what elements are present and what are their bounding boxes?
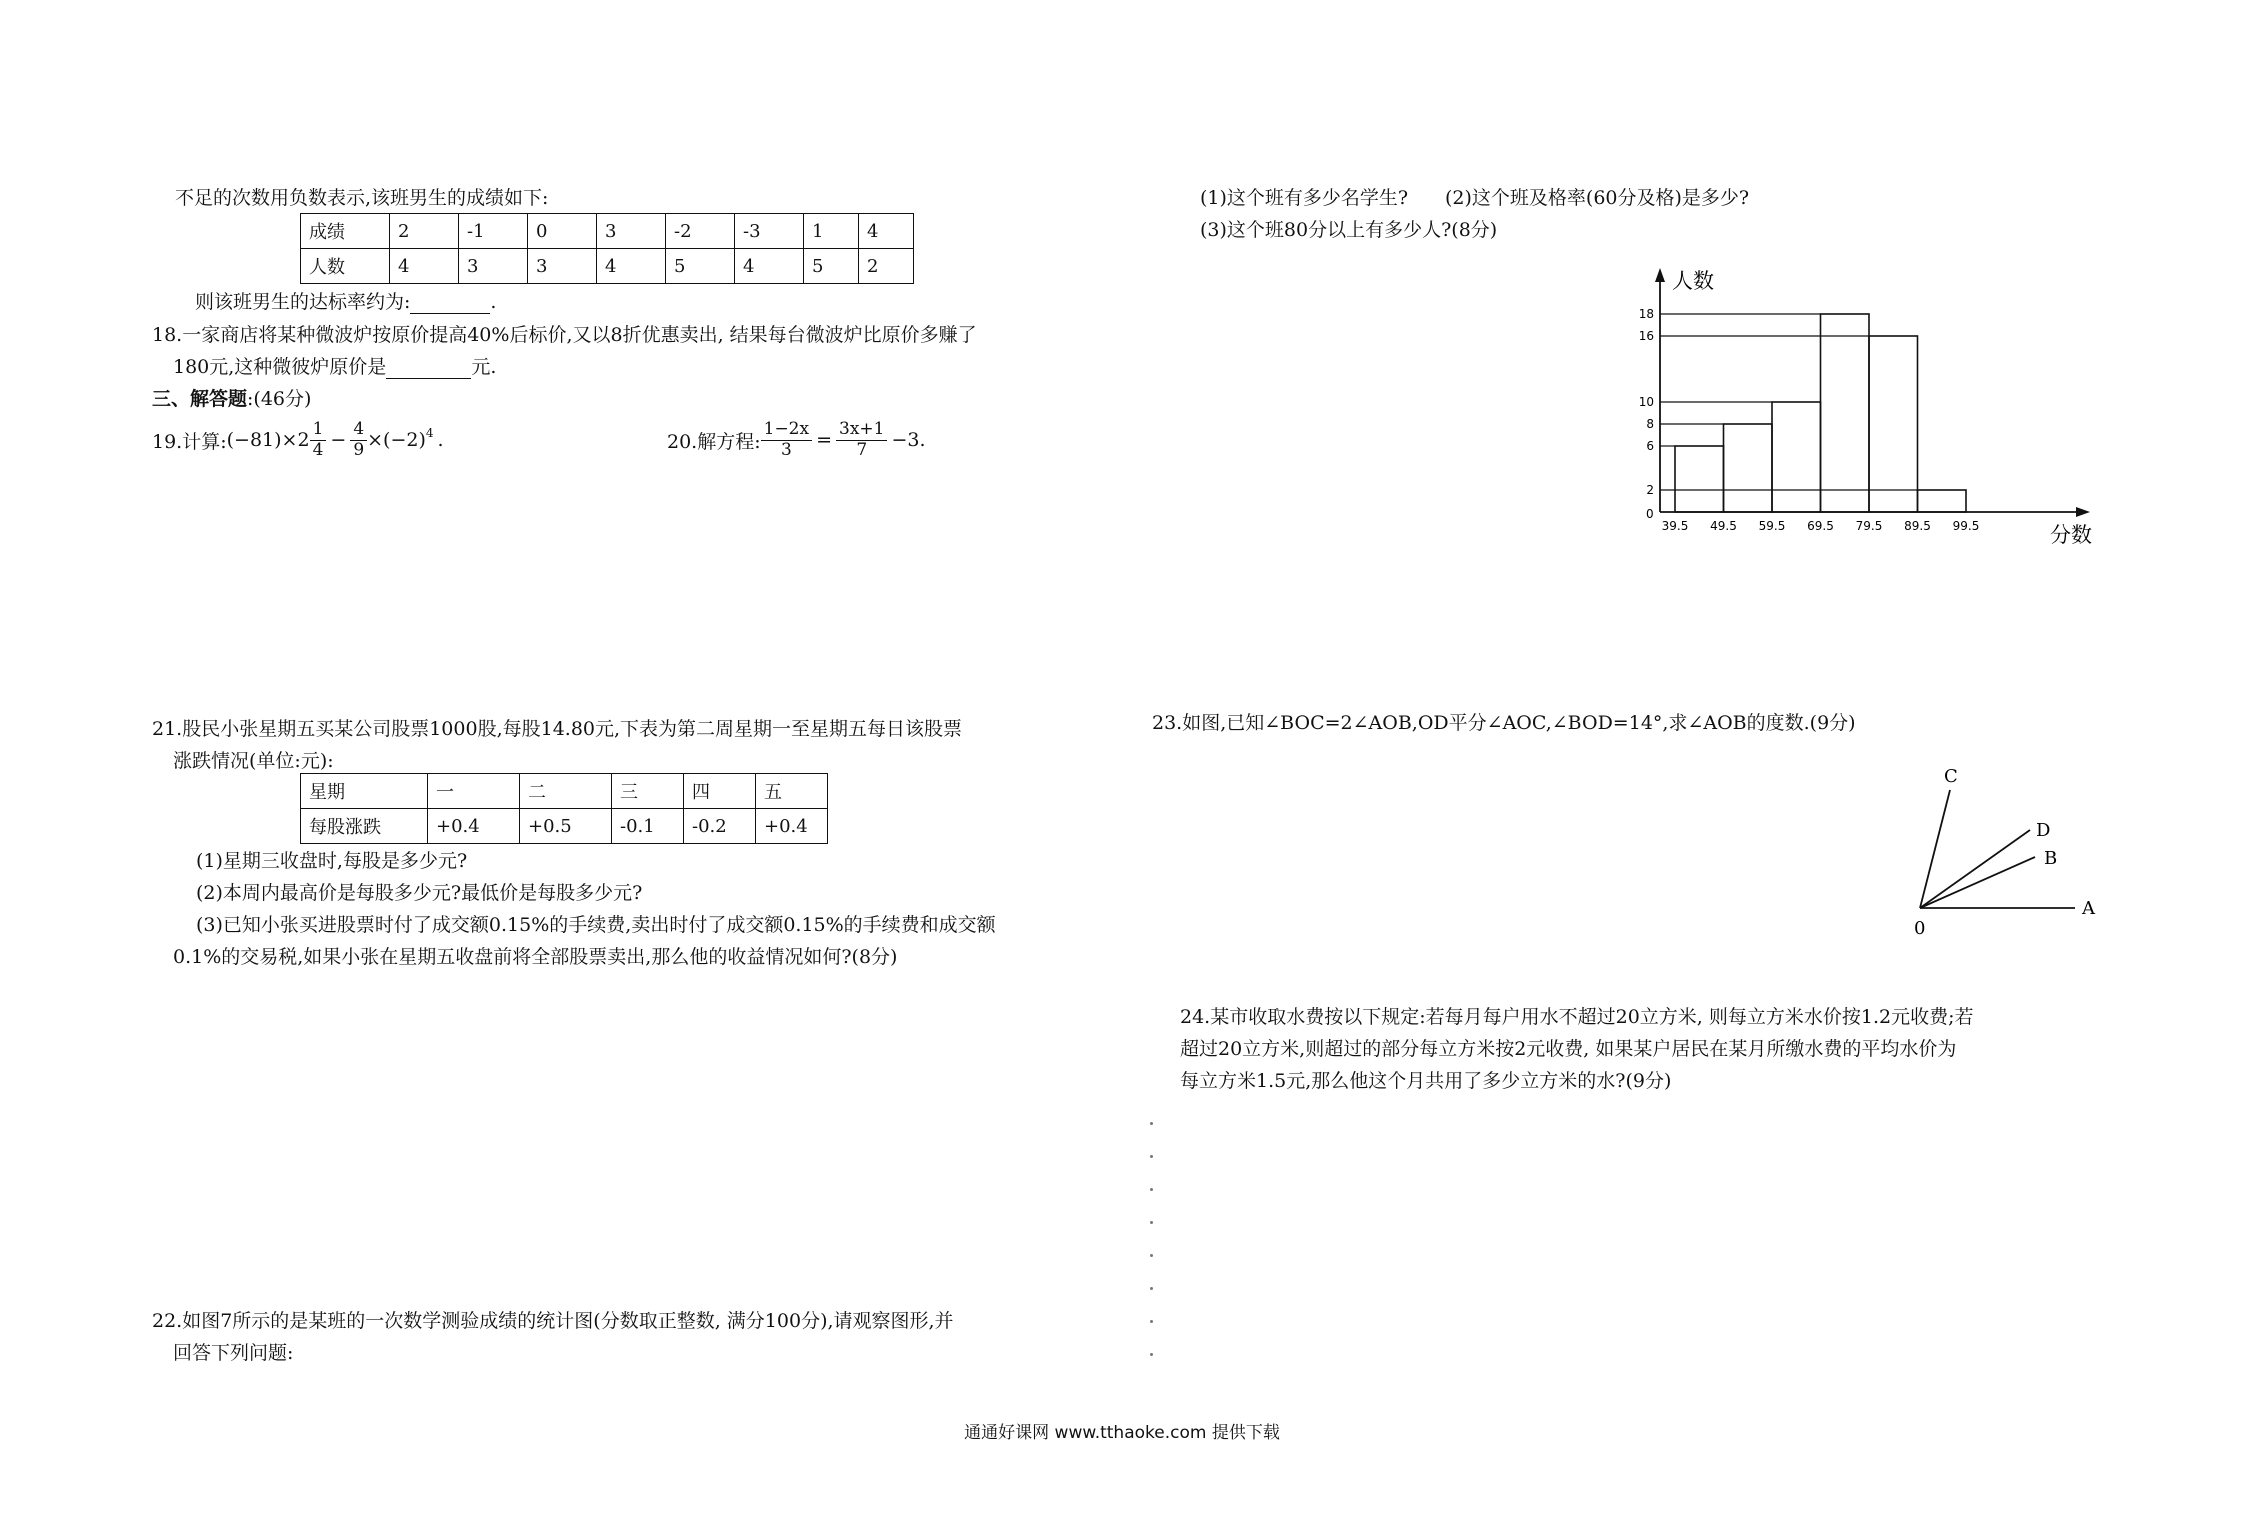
q19-expression	[152, 420, 444, 460]
q23-text: 23.如图,已知∠BOC=2∠AOB,OD平分∠AOC,∠BOD=14°,求∠AOB的度数.(9分)	[1152, 712, 1856, 734]
histogram-bar	[1724, 424, 1773, 512]
table-cell: 一	[428, 774, 520, 809]
denominator: 3	[780, 439, 792, 460]
margin-dot	[1150, 1254, 1153, 1257]
table-cell: 0	[528, 214, 597, 249]
q20-equation	[667, 420, 926, 460]
q21-sub3b: 0.1%的交易税,如果小张在星期五收盘前将全部股票卖出,那么他的收益情况如何?(8分)	[173, 946, 898, 968]
margin-dot	[1150, 1188, 1153, 1191]
y-tick-label: 16	[1638, 329, 1654, 343]
denominator: 7	[856, 439, 868, 460]
q19-term-b: ×(−2)	[367, 429, 426, 452]
minus-sign: −	[330, 429, 347, 452]
y-tick-label: 8	[1646, 417, 1654, 431]
q18-line2	[173, 352, 496, 379]
page-footer: 通通好课网 www.tthaoke.com 提供下载	[964, 1423, 1280, 1443]
q20-tail: −3.	[891, 429, 926, 452]
table-cell: 4	[390, 249, 459, 284]
x-tick-label: 49.5	[1710, 519, 1737, 533]
table-cell: 4	[735, 249, 804, 284]
answer-blank[interactable]	[386, 356, 471, 379]
table-cell: 5	[666, 249, 735, 284]
table-cell: +0.5	[520, 809, 612, 844]
point-label-b: B	[2044, 848, 2058, 869]
q24-line2: 超过20立方米,则超过的部分每立方米按2元收费, 如果某户居民在某月所缴水费的平均水价为	[1180, 1038, 1957, 1060]
margin-dot	[1150, 1155, 1153, 1158]
y-tick-label: 10	[1638, 395, 1654, 409]
point-label-o: 0	[1914, 918, 1926, 939]
table-cell: 4	[597, 249, 666, 284]
table-row	[301, 809, 828, 844]
x-tick-label: 39.5	[1661, 519, 1689, 533]
histogram-bar	[1918, 490, 1967, 512]
table-row	[301, 214, 914, 249]
table-cell: +0.4	[756, 809, 828, 844]
x-axis-arrow	[2076, 507, 2090, 517]
table-cell: 3	[597, 214, 666, 249]
q24-line3: 每立方米1.5元,那么他这个月共用了多少立方米的水?(9分)	[1180, 1070, 1672, 1092]
q24-line1: 24.某市收取水费按以下规定:若每月每户用水不超过20立方米, 则每立方米水价按1.2元收费;若	[1180, 1006, 1974, 1028]
table-cell: 成绩	[301, 214, 390, 249]
q19-prefix: 19.计算:	[152, 430, 227, 453]
x-tick-label: 99.5	[1952, 519, 1980, 533]
ray-ob	[1920, 857, 2035, 908]
histogram-bar	[1772, 402, 1821, 512]
table-cell: 星期	[301, 774, 428, 809]
table-row	[301, 774, 828, 809]
histogram-bar	[1869, 336, 1918, 512]
section-points: :(46分)	[247, 388, 312, 410]
fraction	[310, 420, 327, 460]
margin-dot	[1150, 1353, 1153, 1356]
histogram-bar	[1675, 446, 1724, 512]
fraction	[836, 420, 887, 460]
chart-bars	[1675, 314, 1966, 512]
table-cell: 四	[684, 774, 756, 809]
histogram-chart	[1620, 258, 2100, 548]
fraction	[350, 420, 367, 460]
point-label-a: A	[2082, 898, 2095, 919]
angle-diagram	[1900, 762, 2110, 942]
x-tick-label: 59.5	[1758, 519, 1786, 533]
equals-sign: =	[816, 429, 833, 452]
q21-sub1: (1)星期三收盘时,每股是多少元?	[196, 850, 468, 872]
x-tick-label: 69.5	[1807, 519, 1834, 533]
answer-blank[interactable]	[410, 291, 490, 314]
margin-dot	[1150, 1287, 1153, 1290]
y-tick-labels	[1639, 307, 1654, 497]
section-3-heading	[152, 384, 311, 411]
numerator: 4	[350, 420, 367, 441]
q21-line1: 21.股民小张星期五买某公司股票1000股,每股14.80元,下表为第二周星期一至星期五每日该股票	[152, 718, 963, 740]
q21-sub3a: (3)已知小张买进股票时付了成交额0.15%的手续费,卖出时付了成交额0.15%的手续费和成交额	[196, 914, 996, 936]
q21-line2: 涨跌情况(单位:元):	[173, 750, 334, 772]
table-cell: 2	[390, 214, 459, 249]
origin-label: 0	[1646, 507, 1654, 521]
q18-prefix: 180元,这种微彼炉原价是	[173, 356, 387, 378]
margin-dot	[1150, 1122, 1153, 1125]
table-cell: 5	[804, 249, 859, 284]
numerator: 1	[310, 420, 327, 441]
point-label-c: C	[1944, 766, 1958, 787]
table-cell: 三	[612, 774, 684, 809]
q19-term-a: (−81)×2	[226, 429, 310, 452]
point-label-d: D	[2036, 820, 2051, 841]
fraction	[761, 420, 812, 460]
q22-sub2: (2)这个班及格率(60分及格)是多少?	[1445, 187, 1750, 209]
q22-sub1: (1)这个班有多少名学生?	[1200, 187, 1409, 209]
table-cell: -1	[459, 214, 528, 249]
q17-answer-suffix: .	[490, 291, 497, 313]
table-cell: 1	[804, 214, 859, 249]
table-cell: -3	[735, 214, 804, 249]
q17-score-table	[300, 213, 914, 284]
numerator: 3x+1	[836, 420, 887, 441]
table-cell: 人数	[301, 249, 390, 284]
q22-line1: 22.如图7所示的是某班的一次数学测验成绩的统计图(分数取正整数, 满分100分),请观察图形,并	[152, 1310, 954, 1332]
margin-dot	[1150, 1221, 1153, 1224]
period: .	[437, 429, 444, 452]
x-tick-labels	[1662, 519, 1980, 533]
table-row	[301, 249, 914, 284]
table-cell: 五	[756, 774, 828, 809]
q22-line2: 回答下列问题:	[173, 1342, 294, 1364]
denominator: 4	[312, 439, 324, 460]
table-cell: -0.1	[612, 809, 684, 844]
q21-stock-table	[300, 773, 828, 844]
table-cell: 4	[859, 214, 914, 249]
y-axis-label: 人数	[1672, 269, 1714, 293]
histogram-bar	[1821, 314, 1870, 512]
q21-sub2: (2)本周内最高价是每股多少元?最低价是每股多少元?	[196, 882, 643, 904]
table-cell: +0.4	[428, 809, 520, 844]
table-cell: 3	[459, 249, 528, 284]
x-axis-label: 分数	[2050, 523, 2092, 547]
q17-intro: 不足的次数用负数表示,该班男生的成绩如下:	[175, 187, 549, 209]
q17-answer-prefix: 则该班男生的达标率约为:	[195, 291, 411, 313]
y-tick-label: 18	[1638, 307, 1654, 321]
table-cell: 二	[520, 774, 612, 809]
x-tick-label: 79.5	[1855, 519, 1883, 533]
denominator: 9	[353, 439, 365, 460]
table-cell: 2	[859, 249, 914, 284]
table-cell: -0.2	[684, 809, 756, 844]
table-cell: 每股涨跌	[301, 809, 428, 844]
y-tick-label: 2	[1646, 483, 1654, 497]
y-axis-arrow	[1655, 268, 1665, 282]
q18-line1: 18.一家商店将某种微波炉按原价提高40%后标价,又以8折优惠卖出, 结果每台微波炉比原价多赚了	[152, 324, 977, 346]
q22-sub3: (3)这个班80分以上有多少人?(8分)	[1200, 219, 1498, 241]
table-cell: 3	[528, 249, 597, 284]
margin-dot	[1150, 1320, 1153, 1323]
y-tick-label: 6	[1646, 439, 1654, 453]
x-tick-label: 89.5	[1904, 519, 1931, 533]
table-cell: -2	[666, 214, 735, 249]
q20-prefix: 20.解方程:	[667, 430, 761, 453]
q18-suffix: 元.	[471, 356, 497, 378]
numerator: 1−2x	[761, 420, 812, 441]
q17-answer-line	[195, 287, 496, 314]
section-label: 三、解答题	[152, 388, 248, 410]
exponent: 4	[425, 426, 434, 440]
